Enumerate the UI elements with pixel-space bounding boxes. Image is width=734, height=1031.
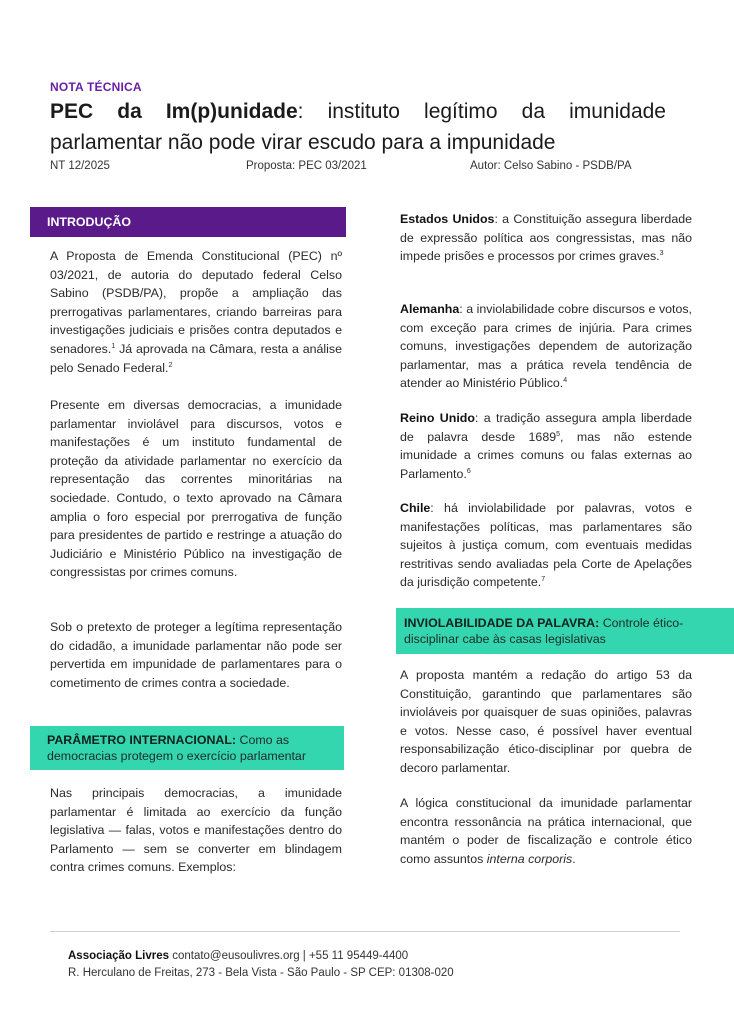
footer bbox=[68, 948, 454, 982]
footer-address: R. Herculano de Freitas, 273 - Bela Vista - São Paulo - SP CEP: 01308-020 bbox=[68, 967, 454, 979]
intro-paragraph-2: Presente em diversas democracias, a imunidade parlamentar inviolável para discursos, votos e manifestações é um instituto fundamental de proteção da atividade parlamentar no exercício da representação das correntes minoritárias na sociedade. Contudo, o texto aprovado na Câmara amplia o foro especial por prerrogativa de função para presidentes de partido e restringe a atuação do Judiciário e Ministério Público na investigação de congressistas por crimes comuns. bbox=[50, 398, 342, 580]
inviolability-heading-band bbox=[396, 608, 734, 654]
country-name: Alemanha bbox=[400, 302, 460, 316]
inviolability-heading-bold: INVIOLABILIDADE DA PALAVRA: bbox=[404, 616, 600, 630]
intro-section bbox=[50, 247, 342, 377]
country-name: Reino Unido bbox=[400, 411, 475, 425]
intro-paragraph-2-wrap bbox=[50, 396, 342, 582]
intro-paragraph-3-wrap bbox=[50, 618, 342, 692]
country-text: : a Constituição assegura liberdade de expressão política aos congressistas, mas não impede prisões e processos por crimes graves. bbox=[400, 212, 692, 264]
country-name: Estados Unidos bbox=[400, 212, 495, 226]
international-heading-bold: PARÂMETRO INTERNACIONAL: bbox=[47, 733, 237, 747]
country-uk bbox=[400, 409, 692, 483]
country-usa bbox=[400, 210, 692, 266]
title-bold: PEC da Im(p)unidade bbox=[50, 100, 298, 123]
footer-contact: contato@eusoulivres.org | +55 11 95449-4400 bbox=[169, 950, 409, 962]
intro-paragraph-1 bbox=[50, 247, 342, 377]
inviolability-paragraph-1: A proposta mantém a redação do artigo 53 da Constituição, garantindo que parlamentares são invioláveis por quaisquer de suas opiniões, palavras e votos. Nesse caso, é possível haver eventual responsabilização ético-disciplinar por quebra de decoro parlamentar. bbox=[400, 668, 692, 775]
intro-p1-text-2: Já aprovada na Câmara, resta a análise pelo Senado Federal. bbox=[50, 341, 342, 375]
footnote-ref: 6 bbox=[466, 467, 471, 475]
document-kicker: NOTA TÉCNICA bbox=[50, 80, 142, 94]
intro-paragraph-3: Sob o pretexto de proteger a legítima representação do cidadão, a imunidade parlamentar não pode ser pervertida em impunidade de parlamentares para o cometimento de crimes contra a sociedade. bbox=[50, 620, 342, 690]
country-text: : a inviolabilidade cobre discursos e votos, com exceção para crimes de injúria. Para crimes comuns, investigações dependem de autorização parlamentar, mas a prática revela tendência de atender ao Ministério Público. bbox=[400, 302, 692, 391]
footer-contact-line bbox=[68, 948, 454, 965]
international-paragraph-wrap bbox=[50, 784, 342, 877]
author-label: Autor: Celso Sabino - PSDB/PA bbox=[470, 160, 632, 172]
inviolability-p2-text: A lógica constitucional da imunidade parlamentar encontra ressonância na prática internacional, que mantém o poder de fiscalização e controle ético como assuntos bbox=[400, 796, 692, 866]
country-text: : há inviolabilidade por palavras, votos e manifestações políticas, mas parlamentares são sujeitos à justiça comum, com eventuais medidas restritivas sendo avaliadas pela Corte de Apelações da jurisdição competente. bbox=[400, 501, 692, 590]
latin-term: interna corporis bbox=[486, 851, 573, 866]
country-chile bbox=[400, 499, 692, 592]
intro-p1-text: A Proposta de Emenda Constitucional (PEC) nº 03/2021, de autoria do deputado federal Celso Sabino (PSDB/PA), propõe a ampliação das prerrogativas parlamentares, criando barreiras para investigações judiciais e prisões contra deputados e senadores. bbox=[50, 249, 342, 356]
country-germany bbox=[400, 300, 692, 393]
international-paragraph: Nas principais democracias, a imunidade parlamentar é limitada ao exercício da função legislativa — falas, votos e manifestações dentro do Parlamento — sem se converter em blindagem contra crimes comuns. Exemplos: bbox=[50, 786, 342, 875]
inviolability-paragraph-2 bbox=[400, 794, 692, 868]
document-title bbox=[50, 96, 666, 158]
title-rest: : instituto legítimo da imunidade parlamentar não pode virar escudo para a impunidade bbox=[50, 100, 666, 154]
footnote-ref: 4 bbox=[563, 377, 568, 385]
inviolability-paragraph-1-wrap bbox=[400, 666, 692, 778]
international-heading-band bbox=[30, 726, 344, 770]
footnote-ref: 7 bbox=[541, 576, 546, 584]
inviolability-paragraph-2-wrap bbox=[400, 794, 692, 868]
country-text-2: , mas não estende imunidade a crimes comuns ou falas externas ao Parlamento. bbox=[400, 429, 692, 481]
country-text: : a tradição assegura ampla liberdade de palavra desde 1689 bbox=[400, 411, 692, 444]
intro-heading-band bbox=[30, 207, 346, 237]
footer-divider bbox=[50, 931, 680, 932]
note-number: NT 12/2025 bbox=[50, 160, 110, 172]
footnote-ref: 1 bbox=[111, 342, 116, 350]
international-heading-rest: Como as democracias protegem o exercício parlamentar bbox=[47, 733, 306, 763]
country-name: Chile bbox=[400, 501, 431, 515]
proposal-label: Proposta: PEC 03/2021 bbox=[246, 160, 367, 172]
footnote-ref: 2 bbox=[168, 361, 173, 369]
footnote-ref: 5 bbox=[556, 430, 561, 438]
inviolability-heading bbox=[404, 615, 690, 647]
footnote-ref: 3 bbox=[659, 250, 664, 258]
inviolability-heading-rest: Controle ético-disciplinar cabe às casas legislativas bbox=[404, 616, 684, 646]
inviolability-p2-end: . bbox=[572, 851, 576, 866]
international-heading bbox=[47, 732, 337, 764]
footer-org-name: Associação Livres bbox=[68, 950, 170, 962]
intro-heading: INTRODUÇÃO bbox=[47, 215, 131, 229]
